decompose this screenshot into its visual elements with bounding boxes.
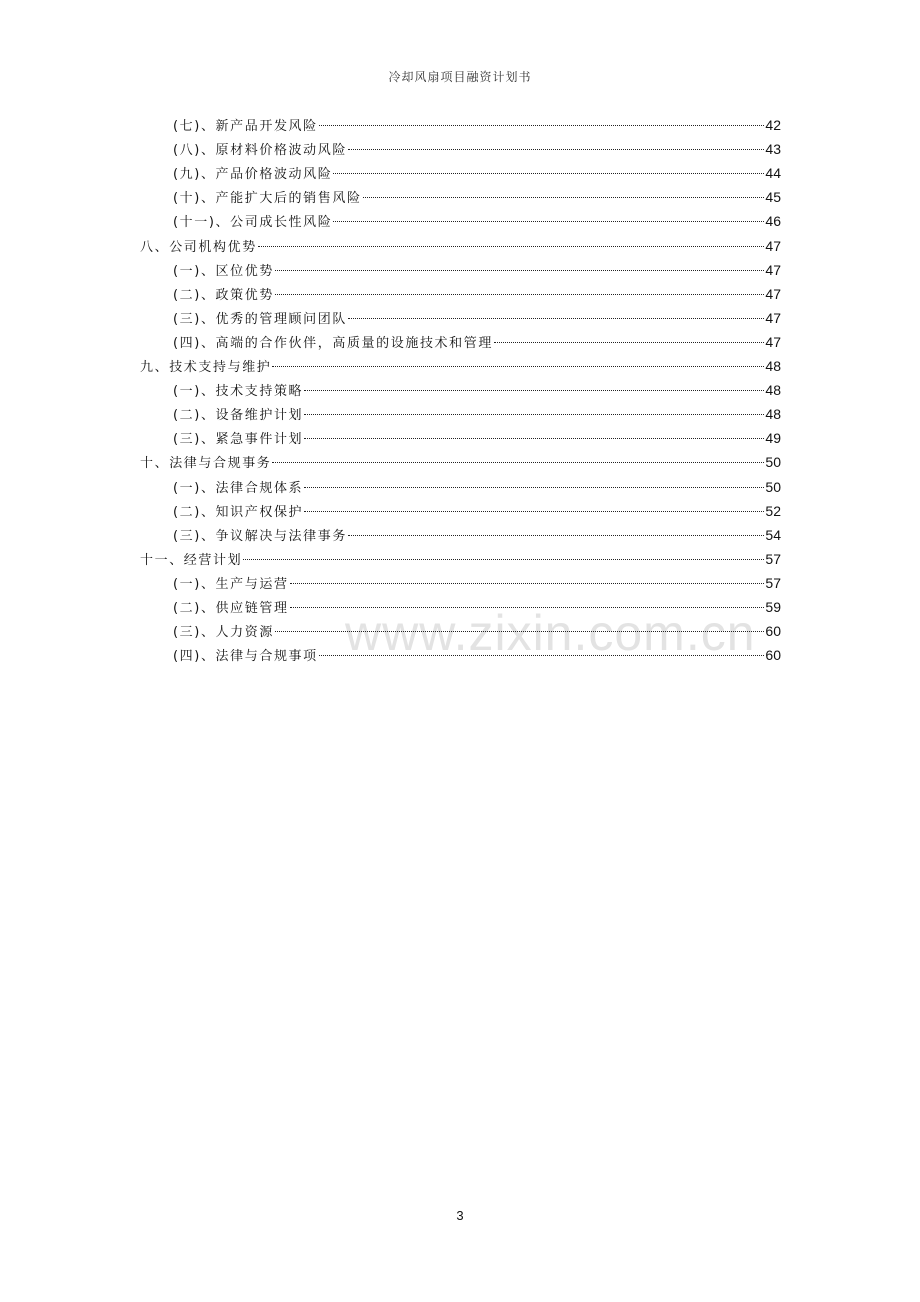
toc-section-entry[interactable]: [173, 378, 781, 402]
toc-entry-title: (四)、法律与合规事项: [173, 649, 318, 665]
toc-section-entry[interactable]: [173, 258, 781, 282]
toc-section-entry[interactable]: [173, 523, 781, 547]
toc-dot-leader: [304, 414, 764, 415]
toc-chapter-entry[interactable]: [140, 450, 781, 474]
toc-entry-page: 48: [765, 358, 781, 374]
toc-entry-page: 48: [765, 382, 781, 399]
toc-section-entry[interactable]: [173, 282, 781, 306]
toc-dot-leader: [275, 270, 764, 271]
toc-dot-leader: [275, 631, 764, 632]
toc-entry-title: (十一)、公司成长性风险: [173, 215, 333, 231]
toc-section-entry[interactable]: [173, 161, 781, 185]
toc-dot-leader: [304, 390, 764, 391]
toc-entry-page: 47: [765, 237, 781, 254]
toc-dot-leader: [348, 149, 764, 150]
toc-section-entry[interactable]: [173, 185, 781, 209]
toc-section-entry[interactable]: [173, 426, 781, 450]
toc-entry-page: 57: [765, 550, 781, 567]
toc-dot-leader: [494, 342, 764, 343]
toc-entry-title: (二)、设备维护计划: [173, 408, 304, 424]
toc-entry-page: 46: [765, 213, 781, 230]
toc-entry-page: 47: [765, 285, 781, 302]
toc-dot-leader: [319, 655, 765, 656]
toc-dot-leader: [333, 221, 764, 222]
toc-entry-title: (三)、争议解决与法律事务: [173, 528, 347, 544]
toc-dot-leader: [348, 318, 764, 319]
toc-dot-leader: [275, 294, 764, 295]
toc-section-entry[interactable]: [173, 595, 781, 619]
toc-entry-page: 42: [765, 117, 781, 133]
toc-section-entry[interactable]: [173, 113, 781, 137]
toc-entry-title: (一)、技术支持策略: [173, 384, 304, 400]
toc-entry-title: (二)、供应链管理: [173, 601, 289, 616]
toc-chapter-entry[interactable]: [140, 354, 781, 378]
toc-dot-leader: [258, 246, 765, 247]
toc-entry-title: 九、技术支持与维护: [140, 360, 272, 375]
toc-entry-page: 49: [765, 430, 781, 447]
toc-dot-leader: [319, 125, 765, 126]
toc-entry-page: 47: [765, 261, 781, 278]
page-number: 3: [456, 1208, 464, 1223]
toc-dot-leader: [272, 366, 764, 367]
toc-entry-title: (二)、政策优势: [173, 287, 274, 303]
toc-section-entry[interactable]: [173, 306, 781, 330]
watermark: www.zixin.com.cn: [345, 605, 756, 661]
toc-dot-leader: [243, 559, 764, 560]
toc-section-entry[interactable]: [173, 402, 781, 426]
toc-entry-page: 54: [765, 526, 781, 543]
toc-entry-title: (一)、区位优势: [173, 263, 274, 279]
toc-dot-leader: [290, 607, 765, 608]
toc-entry-page: 47: [765, 309, 781, 326]
toc-entry-title: (九)、产品价格波动风险: [173, 167, 333, 183]
toc-dot-leader: [304, 487, 764, 488]
toc-entry-title: (七)、新产品开发风险: [173, 119, 318, 134]
toc-entry-title: (三)、人力资源: [173, 625, 274, 641]
toc-dot-leader: [363, 197, 765, 198]
toc-entry-title: (一)、生产与运营: [173, 576, 289, 592]
toc-entry-title: 八、公司机构优势: [140, 239, 257, 255]
toc-dot-leader: [304, 438, 764, 439]
toc-dot-leader: [304, 511, 764, 512]
toc-section-entry[interactable]: [173, 571, 781, 595]
toc-entry-title: (四)、高端的合作伙伴，高质量的设施技术和管理: [173, 335, 493, 351]
toc-entry-page: 43: [765, 141, 781, 158]
toc-dot-leader: [333, 173, 764, 174]
toc-section-entry[interactable]: [173, 209, 781, 233]
toc-entry-title: (八)、原材料价格波动风险: [173, 143, 347, 159]
toc-section-entry[interactable]: [173, 475, 781, 499]
toc-entry-page: 44: [765, 165, 781, 182]
toc-entry-title: (十)、产能扩大后的销售风险: [173, 191, 362, 207]
toc-entry-page: 47: [765, 333, 781, 350]
toc-section-entry[interactable]: [173, 137, 781, 161]
toc-entry-title: (三)、紧急事件计划: [173, 432, 304, 448]
toc-entry-page: 60: [765, 647, 781, 664]
toc-entry-page: 59: [765, 599, 781, 615]
toc-entry-title: (一)、法律合规体系: [173, 480, 304, 496]
toc-entry-page: 60: [765, 623, 781, 640]
toc-section-entry[interactable]: [173, 643, 781, 667]
toc-entry-title: 十、法律与合规事务: [140, 456, 272, 472]
toc-chapter-entry[interactable]: [140, 234, 781, 258]
toc-entry-title: 十一、经营计划: [140, 552, 243, 568]
toc-entry-page: 48: [765, 406, 781, 423]
toc-dot-leader: [348, 535, 764, 536]
toc-dot-leader: [272, 462, 764, 463]
page-header: 冷却风扇项目融资计划书: [388, 70, 532, 84]
toc-dot-leader: [290, 583, 765, 584]
toc-section-entry[interactable]: [173, 619, 781, 643]
toc-entry-title: (三)、优秀的管理顾问团队: [173, 311, 347, 327]
toc-entry-page: 45: [765, 189, 781, 206]
toc-section-entry[interactable]: [173, 499, 781, 523]
toc-section-entry[interactable]: [173, 330, 781, 354]
toc-chapter-entry[interactable]: [140, 547, 781, 571]
toc-entry-page: 52: [765, 502, 781, 519]
toc-entry-page: 50: [765, 478, 781, 495]
toc-entry-page: 57: [765, 574, 781, 591]
toc-entry-page: 50: [765, 454, 781, 471]
toc-entry-title: (二)、知识产权保护: [173, 504, 304, 520]
